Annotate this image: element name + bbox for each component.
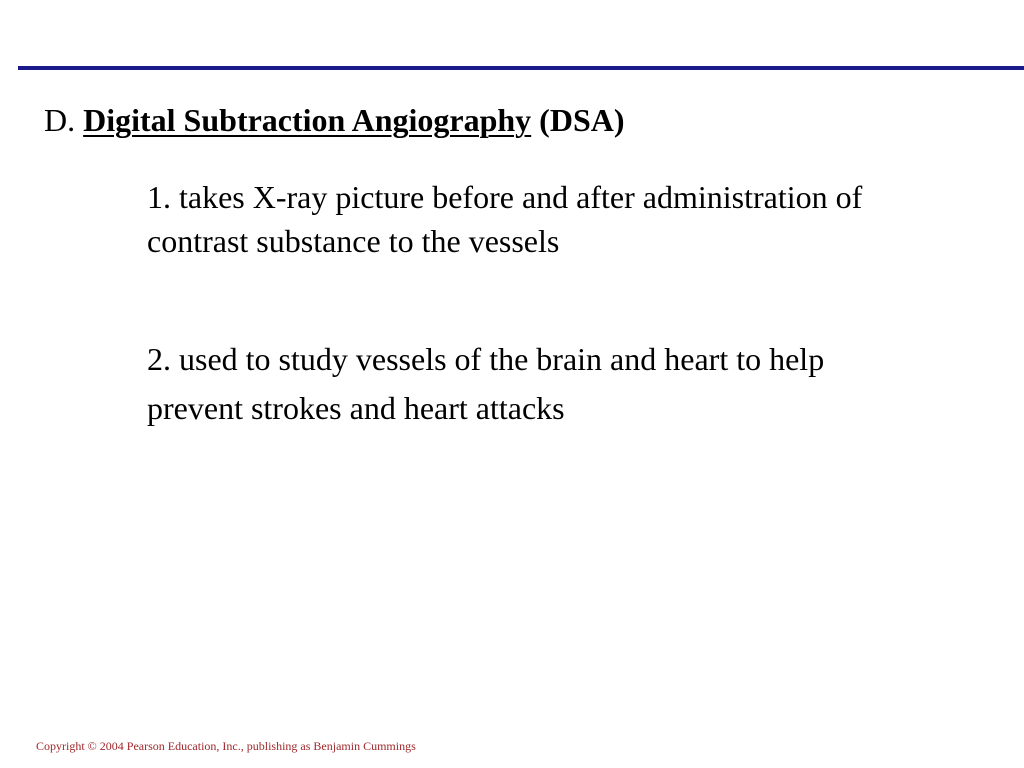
point-2: 2. used to study vessels of the brain and heart to help prevent strokes and heart attacks [147,341,825,426]
heading-title: Digital Subtraction Angiography [83,102,532,138]
heading-prefix: D. [44,102,76,138]
copyright-footer: Copyright © 2004 Pearson Education, Inc., publishing as Benjamin Cummings [36,739,416,753]
point-1: 1. takes X-ray picture before and after administration of contrast substance to the vessels [147,179,863,259]
header-divider [18,66,1024,70]
slide-heading [44,100,625,140]
heading-abbreviation: (DSA) [539,102,625,138]
